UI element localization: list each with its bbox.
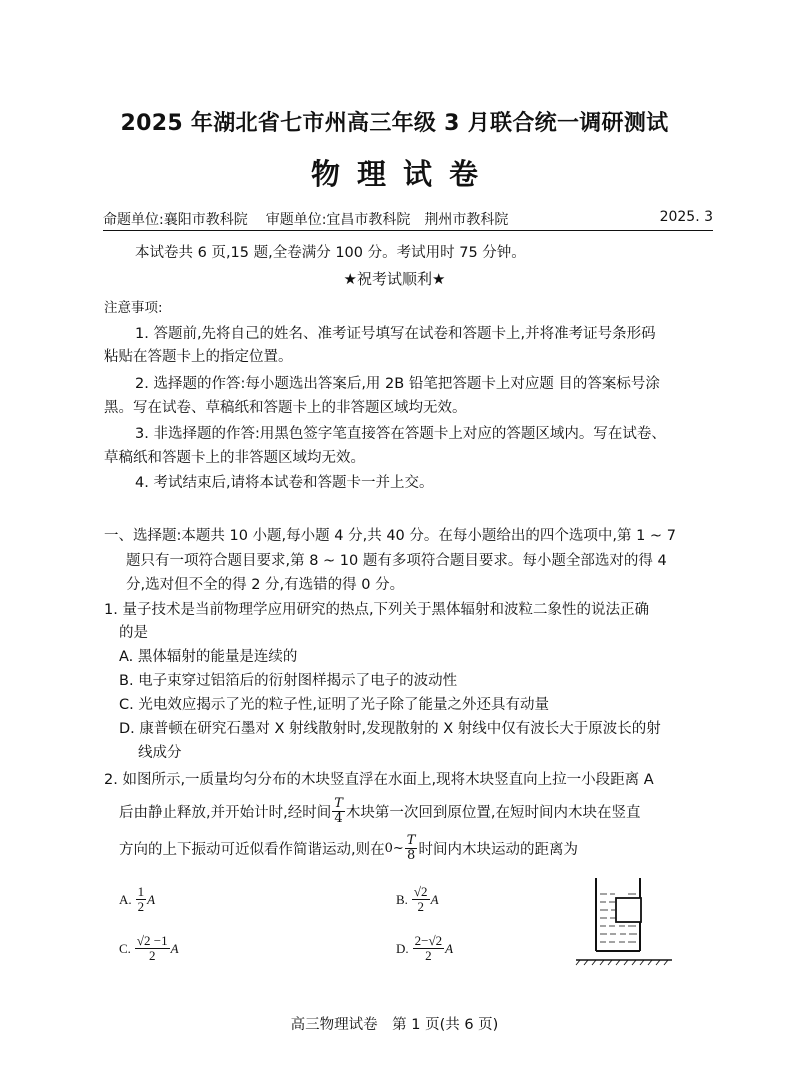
choice-numerator: √2 −1: [136, 933, 168, 948]
notes-line: 草稿纸和答题卡上的非答题区域均无效。: [104, 450, 365, 466]
q2-stem-text: 方向的上下振动可近似看作简谐运动,则在: [119, 841, 385, 858]
choice-denominator: 2: [417, 899, 424, 915]
floating-block-figure: [574, 876, 674, 966]
fraction-t-over-4: [332, 797, 345, 825]
notes-line: 4. 考试结束后,请将本试卷和答题卡一并上交。: [135, 475, 434, 491]
notes-line: 1. 答题前,先将自己的姓名、准考证号填写在试卷和答题卡上,并将准考证号条形码: [135, 326, 656, 342]
q2-stem-zero: 0~: [384, 840, 404, 856]
choice-numerator: 1: [137, 884, 145, 899]
q2-stem: [119, 834, 578, 862]
choice-denominator: 2: [149, 948, 156, 964]
q2-stem: 2. 如图所示,一质量均匀分布的木块竖直浮在水面上,现将木块竖直向上拉一小段距离 A: [104, 772, 654, 788]
q2-choice-a: [119, 885, 155, 915]
notes-line: 2. 选择题的作答:每小题选出答案后,用 2B 铅笔把答题卡上对应题 目的答案标号涂: [135, 376, 660, 392]
fraction-denominator: 4: [334, 810, 343, 826]
notes-line: 3. 非选择题的作答:用黑色签字笔直接答在答题卡上对应的答题区域内。写在试卷、: [135, 426, 666, 442]
choice-label: C.: [119, 940, 131, 956]
q2-choice-b: [396, 885, 439, 915]
q1-option-b: B. 电子束穿过铝箔后的衍射图样揭示了电子的波动性: [119, 673, 458, 689]
choice-fraction: [136, 885, 147, 915]
notes-line: 黑。写在试卷、草稿纸和答题卡上的非答题区域均无效。: [104, 400, 467, 416]
choice-label: A.: [119, 891, 132, 907]
q2-choice-c: [119, 934, 179, 964]
q1-option-d: 线成分: [138, 745, 182, 761]
q1-stem: 的是: [119, 625, 148, 641]
section-instruction: 题只有一项符合题目要求,第 8 ~ 10 题有多项符合题目要求。每小题全部选对的得 4: [126, 553, 667, 569]
choice-variable: A: [445, 940, 454, 956]
choice-variable: A: [170, 940, 179, 956]
choice-numerator: √2: [413, 884, 428, 899]
exam-info-line: [103, 209, 713, 231]
q2-stem-text: 后由静止释放,并开始计时,经时间: [119, 804, 332, 821]
fraction-t-over-8: [405, 834, 418, 862]
choice-denominator: 2: [425, 948, 432, 964]
fraction-numerator: T: [334, 796, 343, 811]
setter-unit: 命题单位:襄阳市教科院: [103, 212, 248, 228]
choice-fraction: [412, 885, 430, 915]
choice-fraction: [135, 934, 170, 964]
fraction-numerator: T: [406, 833, 416, 848]
q2-choice-d: [396, 934, 453, 964]
fraction-denominator: 8: [406, 847, 416, 863]
choice-denominator: 2: [137, 899, 145, 915]
choice-label: B.: [396, 891, 408, 907]
choice-variable: A: [147, 891, 156, 907]
section-instruction: 一、选择题:本题共 10 小题,每小题 4 分,共 40 分。在每小题给出的四个选项中,第 1 ~ 7: [104, 528, 676, 544]
exam-date: 2025. 3: [659, 209, 713, 225]
q1-stem: 1. 量子技术是当前物理学应用研究的热点,下列关于黑体辐射和波粒二象性的说法正确: [104, 602, 650, 618]
q2-stem-text: 时间内木块运动的距离为: [418, 841, 578, 858]
section-instruction: 分,选对但不全的得 2 分,有选错的得 0 分。: [126, 577, 405, 593]
choice-numerator: 2−√2: [414, 933, 443, 948]
q2-stem: [119, 797, 641, 825]
wish-text: ★祝考试顺利★: [343, 270, 446, 288]
intro-text: 本试卷共 6 页,15 题,全卷满分 100 分。考试用时 75 分钟。: [135, 245, 526, 261]
q1-option-d: D. 康普顿在研究石墨对 X 射线散射时,发现散射的 X 射线中仅有波长大于原波长的射: [119, 721, 661, 737]
q1-option-a: A. 黑体辐射的能量是连续的: [119, 649, 298, 665]
choice-label: D.: [396, 940, 409, 956]
choice-fraction: [413, 934, 444, 964]
exam-title: 2025 年湖北省七市州高三年级 3 月联合统一调研测试: [120, 111, 669, 136]
q1-option-c: C. 光电效应揭示了光的粒子性,证明了光子除了能量之外还具有动量: [119, 697, 549, 713]
choice-variable: A: [430, 891, 439, 907]
subject-title: 物理试卷: [310, 157, 495, 191]
reviewer-unit: 审题单位:宜昌市教科院 荆州市教科院: [265, 212, 509, 228]
notes-line: 粘贴在答题卡上的指定位置。: [104, 349, 293, 365]
q2-stem-text: 木块第一次回到原位置,在短时间内木块在竖直: [345, 804, 641, 821]
page-footer: 高三物理试卷 第 1 页(共 6 页): [290, 1017, 499, 1033]
wood-block: [616, 898, 641, 922]
notes-heading: 注意事项:: [104, 300, 163, 316]
